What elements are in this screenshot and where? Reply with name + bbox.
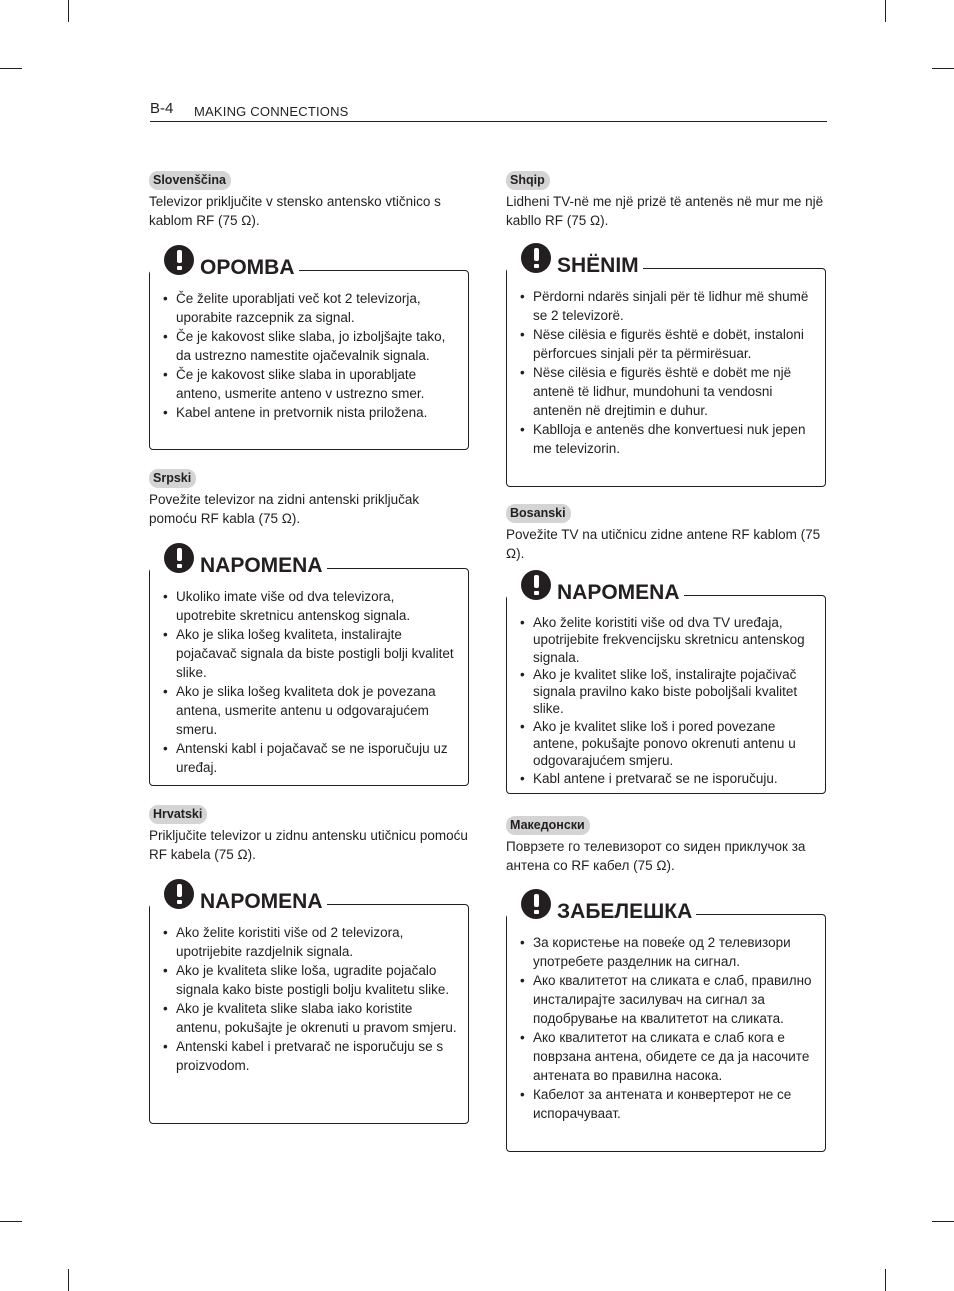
exclamation-icon: [164, 879, 194, 909]
language-tag: Hrvatski: [149, 805, 207, 824]
note-item: • Ako je slika lošeg kvaliteta, instalirajte pojačavač signala da biste postigli bolji kvalitet slike.: [162, 625, 458, 682]
note-item: • Nëse cilësia e figurës është e dobët me një antenë të lidhur, mundohuni ta vendosni antenën në drejtimin e duhur.: [519, 363, 815, 420]
note-box: [149, 554, 469, 786]
crop-mark: [68, 1269, 69, 1291]
note-list: [162, 587, 458, 777]
note-item: • Kabel antene in pretvornik nista priložena.: [162, 403, 458, 422]
note-item: • Ako je kvalitet slike loš, instalirajte pojačivač signala pravilno kako biste poboljšali kvalitet slike.: [519, 666, 815, 718]
language-section-hrvatski: [149, 805, 469, 864]
crop-mark: [885, 1269, 886, 1291]
note-list: [519, 287, 815, 458]
note-box: [506, 900, 826, 1152]
note-box: [506, 254, 826, 487]
language-section-shqip: [506, 171, 826, 230]
crop-mark: [932, 68, 954, 69]
note-item: • Ako je kvaliteta slike loša, ugradite pojačalo signala kako biste postigli bolju kvalitetu slike.: [162, 961, 458, 999]
note-title: NAPOMENA: [200, 554, 323, 577]
note-item: • Ako je kvaliteta slike slaba iako koristite antenu, pokušajte je okrenuti u pravom smjeru.: [162, 999, 458, 1037]
language-tag: Македонски: [506, 816, 590, 835]
note-item: • Če želite uporabljati več kot 2 televizorja, uporabite razcepnik za signal.: [162, 289, 458, 327]
note-header: [507, 241, 643, 279]
note-item: • Ukoliko imate više od dva televizora, upotrebite skretnicu antenskog signala.: [162, 587, 458, 625]
note-title: ЗАБЕЛЕШКА: [557, 900, 693, 923]
crop-mark: [932, 1221, 954, 1222]
language-instruction: Priključite televizor u zidnu antensku utičnicu pomoću RF kabela (75 Ω).: [149, 828, 468, 862]
note-item: • Përdorni ndarës sinjali për të lidhur më shumë se 2 televizorë.: [519, 287, 815, 325]
note-item: • Ako je slika lošeg kvaliteta dok je povezana antena, usmerite antenu u odgovarajućem smeru.: [162, 682, 458, 739]
language-tag: Shqip: [506, 171, 550, 190]
note-item: • Nëse cilësia e figurës është e dobët, instaloni përforcues sinjali për ta përmirësuar.: [519, 325, 815, 363]
note-item: • Ако квалитетот на сликата е слаб, правилно инсталирајте засилувач на сигнал за подобрување на квалитетот на сликата.: [519, 971, 815, 1028]
language-tag: Slovenščina: [149, 171, 231, 190]
note-item: • Ako želite koristiti više od 2 televizora, upotrijebite razdjelnik signala.: [162, 923, 458, 961]
language-tag: Bosanski: [506, 504, 571, 523]
note-item: • Ако квалитетот на сликата е слаб кога е поврзана антена, обидете се да ја насочите антената во правилна насока.: [519, 1028, 815, 1085]
note-item: • Če je kakovost slike slaba, jo izboljšajte tako, da ustrezno namestite ojačevalnik signala.: [162, 327, 458, 365]
exclamation-icon: [164, 543, 194, 573]
note-list: [162, 923, 458, 1075]
language-instruction: Povežite televizor na zidni antenski priključak pomoću RF kabla (75 Ω).: [149, 492, 420, 526]
note-list: [519, 933, 815, 1123]
exclamation-icon: [521, 570, 551, 600]
note-list: [162, 289, 458, 422]
language-section-bosanski: [506, 504, 826, 563]
crop-mark: [0, 1221, 22, 1222]
note-item: • Antenski kabl i pojačavač se ne isporučuju uz uređaj.: [162, 739, 458, 777]
note-box: [506, 581, 826, 794]
crop-mark: [885, 0, 886, 22]
language-instruction: Povežite TV na utičnicu zidne antene RF kablom (75 Ω).: [506, 527, 821, 561]
note-item: • За користење на повеќе од 2 телевизори употребете разделник на сигнал.: [519, 933, 815, 971]
language-section-srpski: [149, 469, 469, 528]
language-tag: Srpski: [149, 469, 196, 488]
note-list: [519, 614, 815, 787]
crop-mark: [0, 68, 22, 69]
language-instruction: Lidheni TV-në me një prizë të antenës në mur me një kabllo RF (75 Ω).: [506, 194, 824, 228]
section-title: MAKING CONNECTIONS: [194, 104, 349, 119]
note-item: • Če je kakovost slike slaba in uporabljate anteno, usmerite anteno v ustrezno smer.: [162, 365, 458, 403]
note-title: SHËNIM: [557, 254, 639, 277]
note-title: NAPOMENA: [557, 581, 680, 604]
note-header: [150, 541, 327, 579]
exclamation-icon: [521, 889, 551, 919]
note-item: • Antenski kabel i pretvarač ne isporučuju se s proizvodom.: [162, 1037, 458, 1075]
page-header: [150, 100, 827, 122]
note-box: [149, 890, 469, 1124]
note-item: • Ako želite koristiti više od dva TV uređaja, upotrijebite frekvencijsku skretnicu antenskog signala.: [519, 614, 815, 666]
language-section-makedonski: [506, 816, 826, 875]
exclamation-icon: [521, 243, 551, 273]
language-instruction: Televizor priključite v stensko antensko vtičnico s kablom RF (75 Ω).: [149, 194, 441, 228]
note-item: • Kabl antene i pretvarač se ne isporučuju.: [519, 770, 815, 787]
note-title: NAPOMENA: [200, 890, 323, 913]
note-header: [150, 877, 327, 915]
language-section-slovenscina: [149, 171, 469, 230]
page-number: B-4: [150, 100, 174, 117]
note-header: [507, 568, 684, 606]
note-box: [149, 256, 469, 450]
note-title: OPOMBA: [200, 256, 295, 279]
note-header: [150, 243, 299, 281]
note-item: • Kablloja e antenës dhe konvertuesi nuk jepen me televizorin.: [519, 420, 815, 458]
language-instruction: Поврзете го телевизорот со ѕиден приклучок за антена со RF кабел (75 Ω).: [506, 839, 806, 873]
note-item: • Кабелот за антената и конвертерот не се испорачуваат.: [519, 1085, 815, 1123]
crop-mark: [68, 0, 69, 22]
note-header: [507, 887, 696, 925]
note-item: • Ako je kvalitet slike loš i pored povezane antene, pokušajte ponovo okrenuti antenu u odgovarajućem smjeru.: [519, 718, 815, 770]
exclamation-icon: [164, 245, 194, 275]
